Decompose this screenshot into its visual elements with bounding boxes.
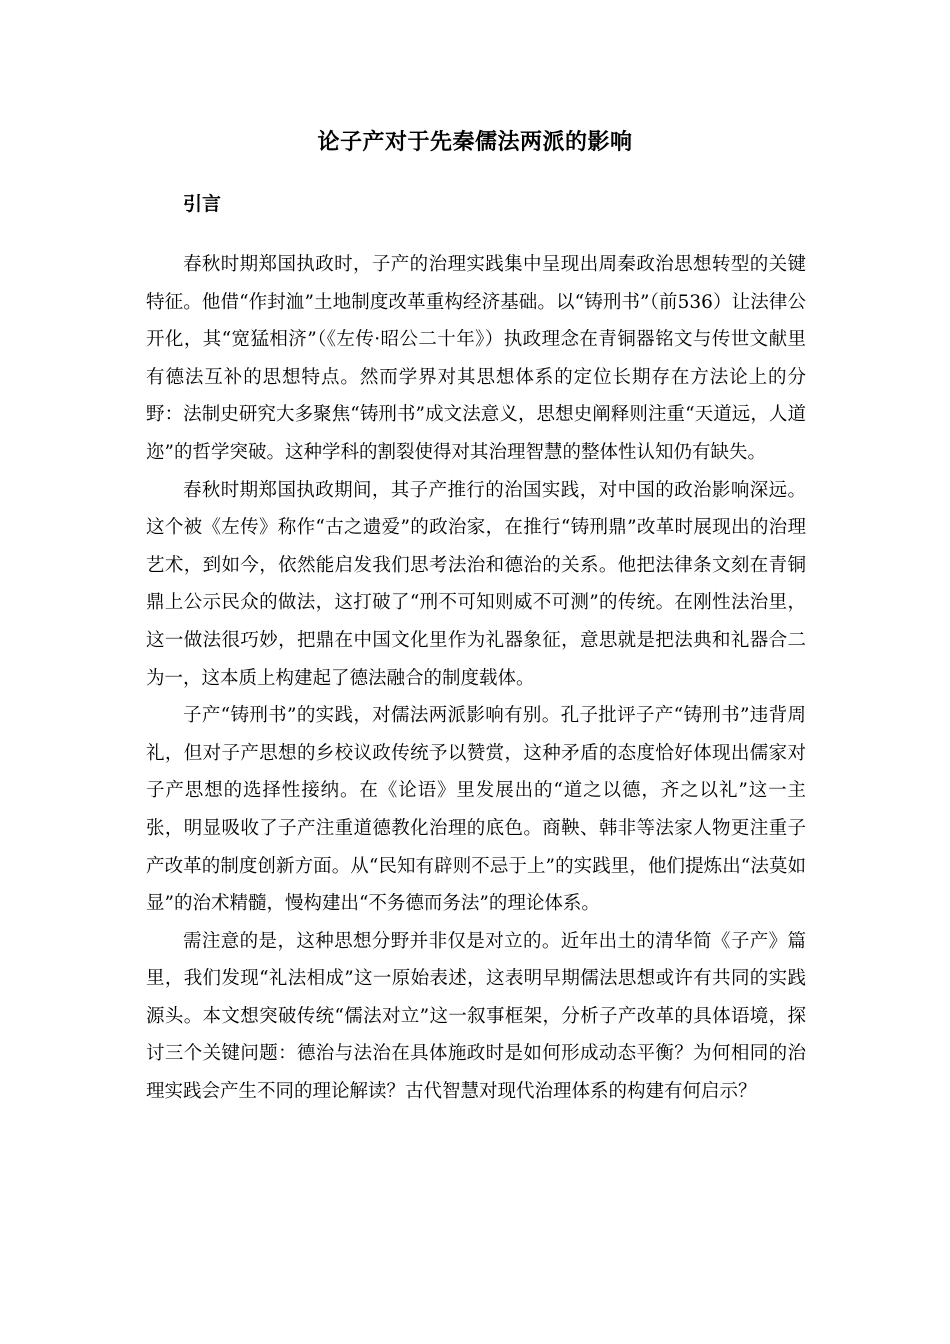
paragraph: 需注意的是，这种思想分野并非仅是对立的。近年出土的清华简《子产》篇里，我们发现“礼法相成”这一原始表述，这表明早期儒法思想或许有共同的实践源头。本文想突破传统“儒法对立”这一叙事框架，分析子产改革的具体语境，探讨三个关键问题：德治与法治在具体施政时是如何形成动态平衡？为何相同的治理实践会产生不同的理论解读？古代智慧对现代治理体系的构建有何启示？ xyxy=(146,930,806,1103)
document-title: 论子产对于先秦儒法两派的影响 xyxy=(317,130,633,155)
paragraph: 春秋时期郑国执政期间，其子产推行的治国实践，对中国的政治影响深远。这个被《左传》称作“古之遗爱”的政治家，在推行“铸刑鼎”改革时展现出的治理艺术，到如今，依然能启发我们思考法治和德治的关系。他把法律条文刻在青铜鼎上公示民众的做法，这打破了“刑不可知则威不可测”的传统。在刚性法治里，这一做法很巧妙，把鼎在中国文化里作为礼器象征，意思就是把法典和礼器合二为一，这本质上构建起了德法融合的制度载体。 xyxy=(146,479,806,689)
paragraph: 春秋时期郑国执政时，子产的治理实践集中呈现出周秦政治思想转型的关键特征。他借“作封洫”土地制度改革重构经济基础。以“铸刑书”（前536）让法律公开化，其“宽猛相济”（《左传·昭公二十年》）执政理念在青铜器铭文与传世文献里有德法互补的思想特点。然而学界对其思想体系的定位长期存在方法论上的分野：法制史研究大多聚焦“铸刑书”成文法意义，思想史阐释则注重“天道远，人道迩”的哲学突破。这种学科的割裂使得对其治理智慧的整体性认知仍有缺失。 xyxy=(146,254,806,463)
paragraph: 子产“铸刑书”的实践，对儒法两派影响有别。孔子批评子产“铸刑书”违背周礼，但对子产思想的乡校议政传统予以赞赏，这种矛盾的态度恰好体现出儒家对子产思想的选择性接纳。在《论语》里发展出的“道之以德，齐之以礼”这一主张，明显吸收了子产注重道德教化治理的底色。商鞅、韩非等法家人物更注重子产改革的制度创新方面。从“民知有辟则不忌于上”的实践里，他们提炼出“法莫如显”的治术精髓，慢构建出“不务德而务法”的理论体系。 xyxy=(146,705,806,915)
document-body xyxy=(146,246,806,1111)
section-heading: 引言 xyxy=(183,193,222,215)
